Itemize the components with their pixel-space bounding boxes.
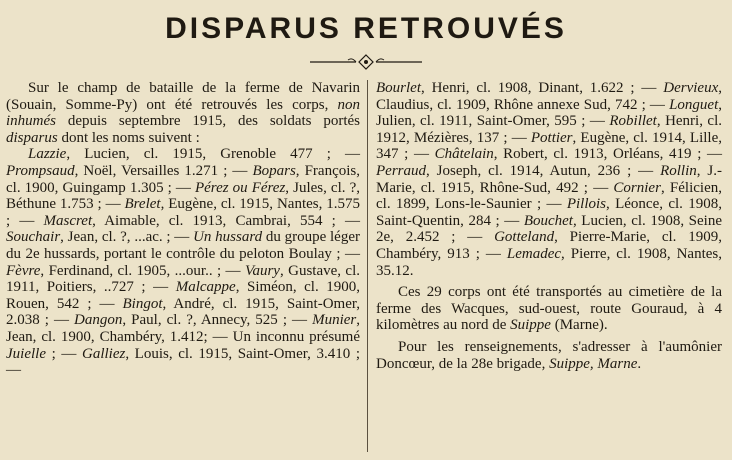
soldier-name: Perraud xyxy=(376,162,426,179)
names-list-left xyxy=(6,146,360,378)
soldier-details: , Ferdinand, cl. 1905, ...our.. ; — xyxy=(40,262,245,279)
soldier-details: , Louis, cl. 1915, Saint-Omer, 3.410 ; — xyxy=(6,345,361,379)
soldier-details: , Joseph, cl. 1914, Autun, 236 ; — xyxy=(426,162,661,179)
soldier-name: Munier xyxy=(312,312,357,329)
soldier-details: ; — xyxy=(45,345,82,362)
names-list-right xyxy=(376,80,722,279)
soldier-name: Pérez ou Férez xyxy=(194,179,286,196)
soldier-name: Bingot xyxy=(122,295,163,312)
transport-paragraph xyxy=(376,284,722,334)
soldier-name: Bourlet xyxy=(376,80,421,96)
soldier-name: Un hussard xyxy=(193,229,263,246)
soldier-details: , François, cl. 1900, Guingamp 1.305 ; — xyxy=(6,162,360,196)
soldier-details: , Robert, cl. 1913, Orléans, 419 ; — xyxy=(493,146,723,163)
intro-text: depuis septembre 1915, des soldats portés xyxy=(56,113,360,130)
soldier-details: , Jean, cl. ?, ...ac. ; — xyxy=(60,229,194,246)
soldier-name: Lemadec xyxy=(506,245,562,262)
soldier-details: , Eugène, cl. 1914, Lille, 347 ; — xyxy=(376,129,722,163)
paragraph-text: (Marne). xyxy=(550,317,608,334)
soldier-details: , Julien, cl. 1911, Saint-Omer, 595 ; — xyxy=(376,96,722,130)
soldier-details: , Henri, cl. 1908, Dinant, 1.622 ; — xyxy=(421,80,664,96)
place-name: Suippe, Marne xyxy=(549,355,638,372)
soldier-details: , Noël, Versailles 1.271 ; — xyxy=(74,162,253,179)
soldier-name: Pillois xyxy=(566,196,606,213)
soldier-name: Galliez xyxy=(81,345,126,362)
column-divider xyxy=(367,80,368,452)
right-column xyxy=(376,80,722,372)
soldier-details: , Paul, cl. ?, Annecy, 525 ; — xyxy=(122,312,313,329)
soldier-name: Malcappe xyxy=(175,279,236,296)
page-title: DISPARUS RETROUVÉS xyxy=(165,12,567,45)
soldier-details: , Siméon, cl. 1900, Rouen, 542 ; — xyxy=(6,279,360,312)
soldier-name: Pottier xyxy=(530,129,573,146)
soldier-details: , Lucien, cl. 1908, Seine 2e, 2.452 ; — xyxy=(376,212,722,246)
paragraph-text: Pour les renseignements, s'adresser à l'aumônier Doncœur, de la 28e brigade, xyxy=(376,338,722,372)
intro-text: dont les noms suivent : xyxy=(57,129,200,146)
soldier-name: Juielle xyxy=(6,345,46,362)
ornament-divider-icon xyxy=(306,52,426,72)
intro-text: Sur le champ de bataille de la ferme de Navarin (Souain, Somme-Py) ont été retrouvés les corps, xyxy=(6,80,360,113)
soldier-name: Souchair xyxy=(6,229,61,246)
soldier-details: , Léonce, cl. 1908, Saint-Quentin, 284 ; — xyxy=(376,196,722,229)
soldier-details: , Pierre-Marie, cl. 1909, Chambéry, 913 ; — xyxy=(376,229,722,262)
soldier-name: Vaury xyxy=(244,262,280,279)
soldier-name: Gotteland xyxy=(494,229,555,246)
intro-emphasis: disparus xyxy=(6,129,58,146)
soldier-details: du groupe léger du 2e hussards, portant le contrôle du peloton Boulay ; — xyxy=(6,229,360,262)
soldier-name: Cornier xyxy=(613,179,661,196)
soldier-name: Mascret xyxy=(43,212,93,229)
paragraph-text: . xyxy=(637,355,642,372)
soldier-details: , Claudius, cl. 1909, Rhône annexe Sud, 742 ; — xyxy=(376,80,722,113)
soldier-name: Dangon xyxy=(74,312,123,329)
soldier-details: , J.-Marie, cl. 1915, Rhône-Sud, 492 ; — xyxy=(376,162,722,196)
soldier-details: , Eugène, cl. 1915, Nantes, 1.575 ; — xyxy=(6,196,360,229)
soldier-details: , Jules, cl. ?, Béthune 1.753 ; — xyxy=(6,179,360,213)
paragraph-text: Ces 29 corps ont été transportés au cimetière de la ferme des Wacques, sud-ouest, route Gouraud, à 4 kilomètres au nord de xyxy=(376,284,722,334)
soldier-name: Longuet xyxy=(669,96,719,113)
soldier-name: Fèvre xyxy=(6,262,41,279)
left-column xyxy=(6,80,360,379)
soldier-name: Dervieux xyxy=(663,80,719,96)
intro-emphasis: non inhumés xyxy=(6,96,360,130)
soldier-details: , André, cl. 1915, Saint-Omer, 2.038 ; — xyxy=(6,295,360,329)
soldier-name: Châtelain xyxy=(434,146,494,163)
soldier-name: Brelet xyxy=(124,196,161,213)
soldier-name: Lazzie xyxy=(28,146,67,163)
soldier-details: , Jean, cl. 1900, Chambéry, 1.412; — Un inconnu présumé xyxy=(6,312,360,345)
soldier-details: , Gustave, cl. 1911, Poitiers, ..727 ; — xyxy=(6,262,360,296)
soldier-name: Bopars xyxy=(252,162,296,179)
contact-paragraph xyxy=(376,339,722,372)
soldier-details: , Aimable, cl. 1913, Cambrai, 554 ; — xyxy=(92,212,361,229)
soldier-details: , Lucien, cl. 1915, Grenoble 477 ; — xyxy=(66,146,360,163)
place-name: Suippe xyxy=(510,317,551,334)
soldier-name: Rollin xyxy=(660,162,697,179)
soldier-name: Prompsaud xyxy=(6,162,75,179)
soldier-details: , Henri, cl. 1912, Mézières, 137 ; — xyxy=(376,113,723,146)
soldier-name: Robillet xyxy=(609,113,657,130)
soldier-details: , Pierre, cl. 1908, Nantes, 35.12. xyxy=(376,245,722,279)
soldier-details: , Félicien, cl. 1899, Lons-le-Saunier ; — xyxy=(376,179,722,213)
soldier-name: Bouchet xyxy=(523,212,573,229)
intro-paragraph xyxy=(6,80,360,146)
